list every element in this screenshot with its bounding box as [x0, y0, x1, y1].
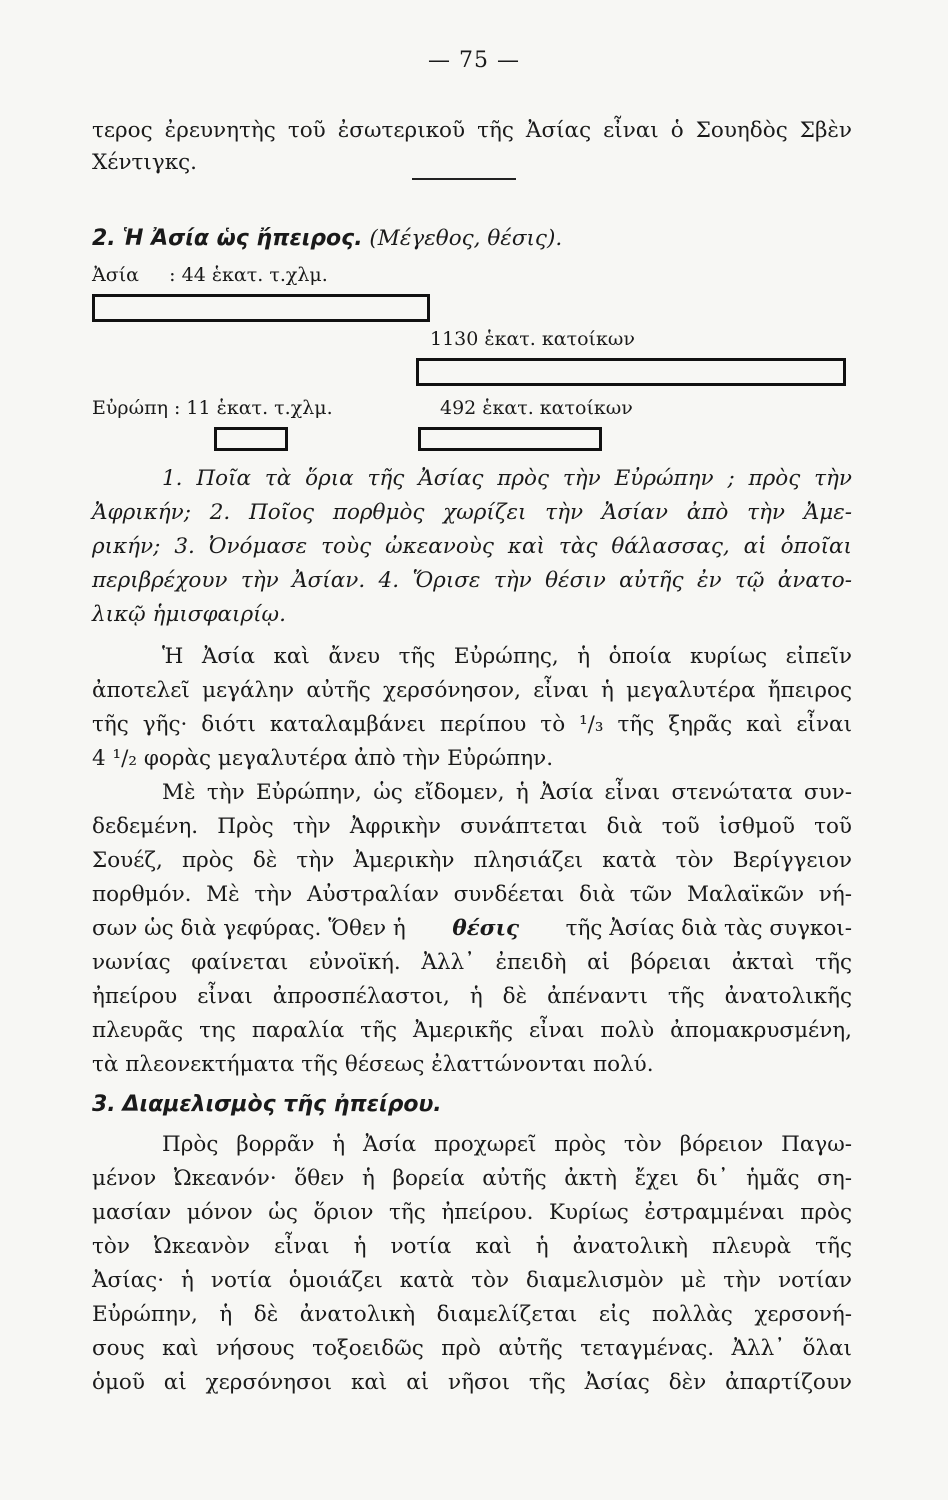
para2-line-3: Σουέζ, πρὸς δὲ τὴν Ἀμερικὴν πλησιάζει κατὰ τὸν Βερίγγειον	[92, 848, 852, 873]
intro-line-2: Χέντιγκς.	[92, 150, 198, 175]
asia-population-bar	[416, 358, 846, 386]
para2-line-2: δεδεμένη. Πρὸς τὴν Ἀφρικὴν συνάπτεται διὰ τοῦ ἰσθμοῦ τοῦ	[92, 814, 852, 839]
para1-line-3: τῆς γῆς· διότι καταλαμβάνει περίπου τὸ ¹/₃ τῆς ξηρᾶς καὶ εἶναι	[92, 712, 852, 737]
europe-population-label: 492 ἑκατ. κατοίκων	[440, 397, 633, 419]
para2-line-9: τὰ πλεονεκτήματα τῆς θέσεως ἐλαττώνονται πολύ.	[92, 1052, 654, 1077]
section-3-number: 3.	[92, 1092, 116, 1117]
para1-line-1: Ἡ Ἀσία καὶ ἄνευ τῆς Εὐρώπης, ἡ ὁποία κυρίως εἰπεῖν	[162, 644, 852, 669]
para3-line-7: σους καὶ νήσους τοξοειδῶς πρὸ αὐτῆς τεταγμένας. Ἀλλ᾿ ὅλαι	[92, 1336, 852, 1361]
para2-line-1: Μὲ τὴν Εὐρώπην, ὡς εἴδομεν, ἡ Ἀσία εἶναι στενώτατα συν-	[162, 780, 852, 805]
para2-line-5-end: τῆς Ἀσίας διὰ τὰς συγκοι-	[565, 916, 852, 941]
section-3-heading	[92, 1088, 852, 1122]
asia-population-label: 1130 ἑκατ. κατοίκων	[430, 328, 635, 350]
separator-rule	[412, 178, 516, 180]
para2-line-4: πορθμόν. Μὲ τὴν Αὐστραλίαν συνδέεται διὰ τῶν Μαλαϊκῶν νή-	[92, 882, 852, 907]
asia-area-bar	[92, 294, 430, 322]
para2-line-5	[92, 912, 852, 946]
para2-line-5-start: σων ὡς διὰ γεφύρας. Ὅθεν ἡ	[92, 916, 406, 941]
europe-area-label: Εὐρώπη : 11 ἑκατ. τ.χλμ.	[92, 397, 333, 419]
page-number: — 75 —	[428, 48, 520, 73]
para1-line-2: ἀποτελεῖ μεγάλην αὐτῆς χερσόνησον, εἶναι ἡ μεγαλυτέρα ἤπειρος	[92, 678, 852, 703]
para2-line-6: νωνίας φαίνεται εὐνοϊκή. Ἀλλ᾿ ἐπειδὴ αἱ βόρειαι ἀκταὶ τῆς	[92, 950, 852, 975]
question-line-3: ρικήν; 3. Ὀνόμασε τοὺς ὠκεανοὺς καὶ τὰς θάλασσας, αἱ ὁποῖαι	[92, 534, 852, 559]
question-line-1: 1. Ποῖα τὰ ὅρια τῆς Ἀσίας πρὸς τὴν Εὐρώπην ; πρὸς τὴν	[162, 466, 852, 491]
keyword-thesis: θέσις	[452, 916, 520, 941]
para3-line-1: Πρὸς βορρᾶν ἡ Ἀσία προχωρεῖ πρὸς τὸν βόρειον Παγω-	[162, 1132, 852, 1157]
section-2-heading	[92, 222, 852, 256]
question-line-2: Ἀφρικήν; 2. Ποῖος πορθμὸς χωρίζει τὴν Ἀσίαν ἀπὸ τὴν Ἀμε-	[92, 500, 852, 525]
question-line-5: λικῷ ἡμισφαιρίῳ.	[92, 602, 286, 627]
para3-line-4: τὸν Ὠκεανὸν εἶναι ἡ νοτία καὶ ἡ ἀνατολικὴ πλευρὰ τῆς	[92, 1234, 852, 1259]
europe-area-bar	[214, 427, 288, 451]
para3-line-2: μένον Ὠκεανόν· ὅθεν ἡ βορεία αὐτῆς ἀκτὴ ἔχει δι᾿ ἡμᾶς ση-	[92, 1166, 852, 1191]
europe-population-bar	[418, 427, 602, 451]
para2-line-7: ἠπείρου εἶναι ἀπροσπέλαστοι, ἡ δὲ ἀπέναντι τῆς ἀνατολικῆς	[92, 984, 852, 1009]
para2-line-8: πλευρᾶς της παραλία τῆς Ἀμερικῆς εἶναι πολὺ ἀπομακρυσμένη,	[92, 1018, 852, 1043]
para1-line-4: 4 ¹/₂ φορὰς μεγαλυτέρα ἀπὸ τὴν Εὐρώπην.	[92, 746, 554, 771]
section-2-number: 2.	[92, 226, 116, 251]
section-3-title: Διαμελισμὸς τῆς ἠπείρου.	[122, 1092, 442, 1117]
section-2-subtitle: (Μέγεθος, θέσις).	[369, 226, 563, 251]
intro-line-1: τερος ἐρευνητὴς τοῦ ἐσωτερικοῦ τῆς Ἀσίας εἶναι ὁ Σουηδὸς Σβὲν	[92, 118, 852, 143]
asia-area-label: Ἀσία : 44 ἑκατ. τ.χλμ.	[92, 264, 328, 286]
para3-line-5: Ἀσίας· ἡ νοτία ὁμοιάζει κατὰ τὸν διαμελισμὸν μὲ τὴν νοτίαν	[92, 1268, 852, 1293]
para3-line-6: Εὐρώπην, ἡ δὲ ἀνατολικὴ διαμελίζεται εἰς πολλὰς χερσονή-	[92, 1302, 852, 1327]
para3-line-8: ὁμοῦ αἱ χερσόνησοι καὶ αἱ νῆσοι τῆς Ἀσίας δὲν ἀπαρτίζουν	[92, 1370, 852, 1395]
section-2-title: Ἡ Ἀσία ὡς ἤπειρος.	[122, 226, 363, 251]
para3-line-3: μασίαν μόνον ὡς ὅριον τῆς ἠπείρου. Κυρίως ἐστραμμέναι πρὸς	[92, 1200, 852, 1225]
question-line-4: περιβρέχουν τὴν Ἀσίαν. 4. Ὅρισε τὴν θέσιν αὐτῆς ἐν τῷ ἀνατο-	[92, 568, 852, 593]
